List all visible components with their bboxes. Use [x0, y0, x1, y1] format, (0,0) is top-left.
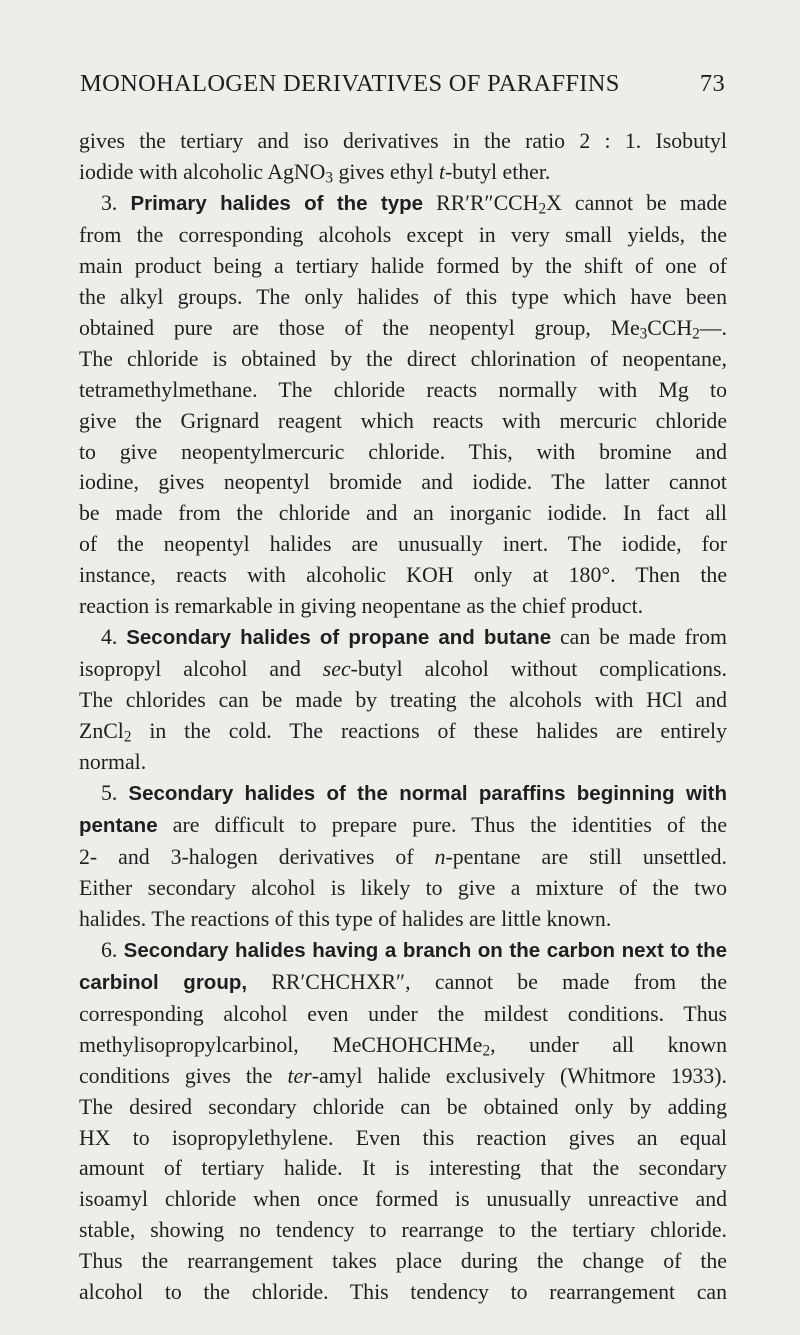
body-text: [79, 126, 727, 1308]
text-run: Thus the rearrangement takes place during the change of the: [79, 1249, 727, 1274]
text-line: [79, 498, 727, 529]
italic-run: ter: [287, 1063, 312, 1088]
text-line: [79, 1123, 727, 1154]
text-run: The chloride is obtained by the direct chlorination of neopentane,: [79, 346, 727, 371]
text-line: [79, 967, 727, 999]
text-run: isopropyl alcohol and: [79, 657, 323, 682]
subscript: 2: [538, 200, 547, 218]
text-run: tetramethylmethane. The chloride reacts normally with Mg to: [79, 377, 727, 402]
text-line: [79, 1092, 727, 1123]
text-line: [79, 437, 727, 468]
text-line: [79, 1153, 727, 1184]
text-run: are difficult to prepare pure. Thus the identities of the: [157, 812, 727, 837]
text-line: [79, 467, 727, 498]
subscript: 2: [692, 325, 700, 343]
text-run: RR′R″CCH: [423, 190, 539, 215]
text-line: [79, 344, 727, 375]
text-line: [79, 654, 727, 685]
text-line: [79, 282, 727, 313]
text-run: give the Grignard reagent which reacts with mercuric chloride: [79, 408, 727, 433]
bold-run: Secondary halides of the normal paraffins beginning with: [128, 782, 728, 806]
text-run: iodide with alcoholic AgNO: [79, 159, 326, 184]
text-run: normal.: [79, 750, 147, 775]
italic-run: t: [438, 159, 446, 184]
text-line: [79, 716, 727, 747]
page-number: 73: [699, 70, 725, 97]
italic-run: sec: [322, 657, 351, 682]
text-run: RR′CHCHXR″, cannot be made from the: [247, 969, 727, 994]
text-run: alcohol to the chloride. This tendency to rearrangement can: [79, 1280, 727, 1305]
text-run: HX to isopropylethylene. Even this reaction gives an equal: [79, 1125, 727, 1150]
text-run: gives ethyl: [333, 159, 439, 184]
text-line: [79, 126, 727, 157]
text-line: [79, 157, 727, 188]
text-run: the alkyl groups. The only halides of this type which have been: [79, 284, 727, 309]
text-line: [79, 529, 727, 560]
text-run: instance, reacts with alcoholic KOH only at 180°. Then the: [79, 563, 727, 588]
text-run: obtained pure are those of the neopentyl group, Me: [79, 315, 640, 340]
text-line: [79, 842, 727, 873]
text-run: —.: [699, 315, 727, 340]
italic-run: n: [434, 844, 446, 869]
text-line: [79, 1184, 727, 1215]
text-line: [79, 1215, 727, 1246]
subscript: 3: [639, 325, 648, 343]
text-run: -butyl ether.: [445, 159, 551, 184]
text-run: The chlorides can be made by treating the alcohols with HCl and: [79, 688, 727, 713]
text-run: -amyl halide exclusively (Whitmore 1933).: [311, 1063, 727, 1088]
text-run: , under all known: [490, 1032, 727, 1057]
chapter-title: MONOHALOGEN DERIVATIVES OF PARAFFINS: [80, 70, 620, 97]
text-run: from the corresponding alcohols except in very small yields, the: [79, 222, 727, 247]
text-run: 5.: [101, 781, 129, 806]
subscript: 2: [123, 728, 132, 746]
text-run: to give neopentylmercuric chloride. This, with bromine and: [79, 439, 727, 464]
text-line: [79, 313, 727, 344]
bold-run: Secondary halides having a branch on the carbon next to the: [123, 938, 727, 962]
text-line: [79, 778, 727, 810]
text-run: -pentane are still unsettled.: [445, 844, 727, 869]
text-run: X cannot be made: [546, 190, 728, 215]
text-line: [79, 685, 727, 716]
text-line: [79, 622, 727, 654]
text-run: main product being a tertiary halide formed by the shift of one of: [79, 253, 727, 278]
text-run: -butyl alcohol without complications.: [350, 657, 727, 682]
text-run: CCH: [647, 315, 693, 340]
bold-run: Primary halides of the type: [130, 191, 424, 215]
text-line: [79, 810, 727, 842]
text-line: [79, 251, 727, 282]
text-run: 2- and 3-halogen derivatives of: [79, 844, 435, 869]
text-run: of the neopentyl halides are unusually inert. The iodide, for: [79, 532, 727, 557]
text-run: be made from the chloride and an inorganic iodide. In fact all: [79, 501, 727, 526]
text-line: [79, 375, 727, 406]
text-line: [79, 1061, 727, 1092]
text-line: [79, 873, 727, 904]
bold-run: carbinol group,: [79, 970, 248, 994]
text-run: reaction is remarkable in giving neopentane as the chief product.: [79, 594, 644, 619]
text-run: conditions gives the: [79, 1063, 288, 1088]
text-line: [79, 1277, 727, 1308]
text-run: iodine, gives neopentyl bromide and iodide. The latter cannot: [79, 470, 727, 495]
subscript: 3: [325, 169, 334, 187]
text-run: 6.: [101, 937, 124, 962]
text-run: stable, showing no tendency to rearrange to the tertiary chloride.: [79, 1218, 727, 1243]
text-run: methylisopropylcarbinol, MeCHOHCHMe: [79, 1032, 483, 1057]
text-line: [79, 591, 727, 622]
text-run: ZnCl: [79, 719, 124, 744]
subscript: 2: [482, 1041, 491, 1059]
text-run: corresponding alcohol even under the mildest conditions. Thus: [79, 1001, 727, 1026]
text-line: [79, 904, 727, 935]
text-run: 3.: [101, 190, 131, 215]
text-run: 4.: [101, 625, 127, 650]
text-line: [79, 1246, 727, 1277]
bold-run: pentane: [79, 813, 158, 837]
text-run: amount of tertiary halide. It is interesting that the secondary: [79, 1156, 727, 1181]
text-line: [79, 220, 727, 251]
text-run: in the cold. The reactions of these halides are entirely: [131, 719, 727, 744]
text-run: halides. The reactions of this type of halides are little known.: [79, 906, 612, 931]
bold-run: Secondary halides of propane and butane: [126, 626, 552, 650]
text-line: [79, 999, 727, 1030]
text-line: [79, 1030, 727, 1061]
text-line: [79, 935, 727, 967]
text-run: can be made from: [551, 625, 727, 650]
text-line: [79, 406, 727, 437]
text-line: [79, 747, 727, 778]
text-run: The desired secondary chloride can be obtained only by adding: [79, 1094, 727, 1119]
text-run: Either secondary alcohol is likely to give a mixture of the two: [79, 875, 727, 900]
text-line: [79, 560, 727, 591]
text-run: gives the tertiary and iso derivatives in the ratio 2 : 1. Isobutyl: [79, 129, 727, 153]
text-run: isoamyl chloride when once formed is unusually unreactive and: [79, 1187, 727, 1212]
text-line: [79, 188, 727, 220]
running-head: [80, 70, 725, 98]
